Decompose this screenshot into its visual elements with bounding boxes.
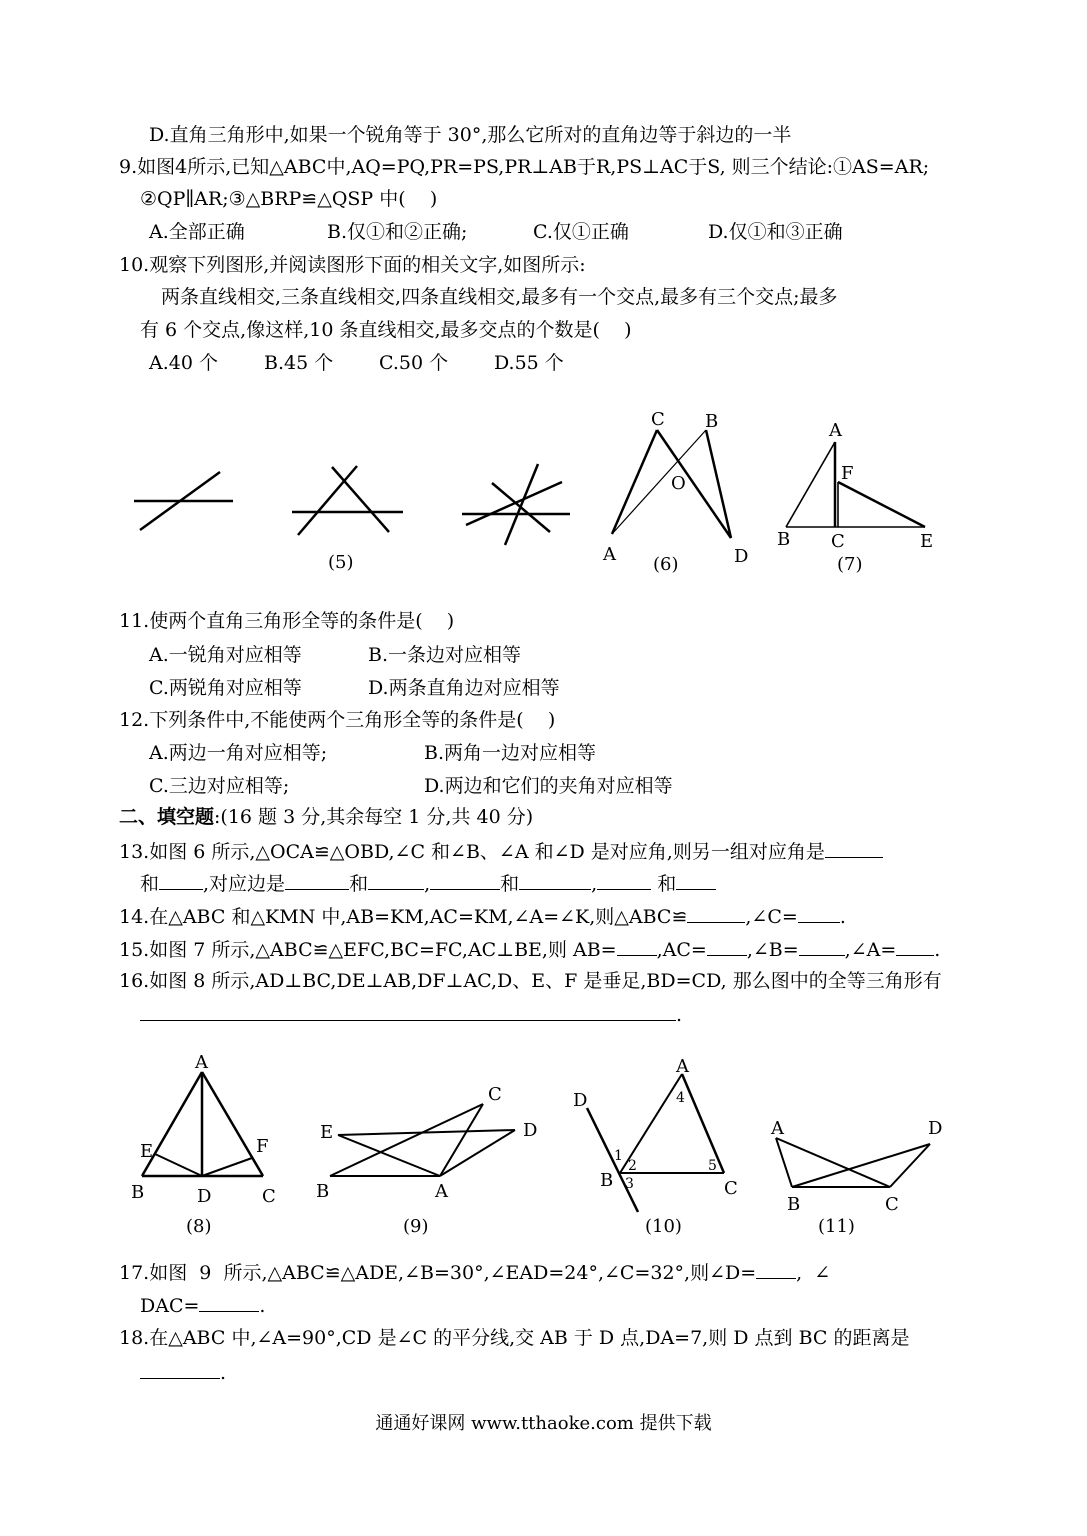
fig8-label-b: B: [131, 1182, 145, 1203]
top-figures: [120, 400, 990, 590]
figure-10: [587, 1074, 724, 1212]
q10-option-d: D.55 个: [494, 352, 564, 374]
figure-9-caption: (9): [403, 1216, 429, 1237]
fig11-label-d: D: [928, 1118, 943, 1139]
q11-option-d: D.两条直角边对应相等: [368, 677, 560, 699]
q15-blank-4[interactable]: [896, 937, 934, 956]
q17-blank-2[interactable]: [199, 1293, 259, 1312]
q10-stem: 10.观察下列图形,并阅读图形下面的相关文字,如图所示:: [119, 254, 586, 276]
fig10-label-b: B: [600, 1170, 614, 1191]
q13-text1: 13.如图 6 所示,△OCA≌△OBD,∠C 和∠B、∠A 和∠D 是对应角,则另一组对应角是: [119, 841, 825, 863]
fig6-label-a: A: [603, 544, 616, 565]
q14-blank-1[interactable]: [687, 904, 745, 923]
q17-line2: [140, 1293, 265, 1319]
fig6-label-o: O: [671, 473, 686, 494]
q13-blank-2[interactable]: [159, 871, 203, 890]
q9-stem-cont: ②QP∥AR;③△BRP≌△QSP 中( ): [140, 188, 438, 210]
q10-option-b: B.45 个: [264, 352, 334, 374]
q14-text1: 14.在△ABC 和△KMN 中,AB=KM,AC=KM,∠A=∠K,则△ABC≌: [119, 906, 688, 928]
fig7-label-a: A: [829, 420, 842, 441]
fig7-label-c: C: [831, 531, 845, 552]
figure-7: [786, 442, 925, 527]
figure-11-caption: (11): [818, 1216, 855, 1237]
fig10-label-d: D: [573, 1090, 588, 1111]
q8-option-d: D.直角三角形中,如果一个锐角等于 30°,那么它所对的直角边等于斜边的一半: [149, 124, 792, 146]
q17-blank-1[interactable]: [756, 1260, 796, 1279]
q17-line1: [119, 1260, 830, 1286]
q12-option-a: A.两边一角对应相等;: [149, 742, 328, 764]
figure-10-caption: (10): [645, 1216, 682, 1237]
q15-blank-3[interactable]: [799, 937, 845, 956]
q13-blank-1[interactable]: [825, 839, 883, 858]
q10-stem-cont: 两条直线相交,三条直线相交,四条直线相交,最多有一个交点,最多有三个交点;最多: [161, 286, 838, 308]
q15-text5: .: [934, 939, 941, 961]
fig10-angle-5: 5: [708, 1158, 717, 1174]
figure-8-caption: (8): [186, 1216, 212, 1237]
q13-blank-8[interactable]: [676, 871, 716, 890]
q13-text2e: 和: [500, 873, 520, 895]
q13-text2d: ,: [424, 873, 431, 895]
q13-line2: [140, 871, 716, 897]
q12-option-c: C.三边对应相等;: [149, 775, 290, 797]
fig10-angle-1: 1: [614, 1148, 623, 1164]
q17-text3: DAC=: [140, 1295, 200, 1317]
q11-stem: 11.使两个直角三角形全等的条件是( ): [119, 610, 455, 632]
q15-text2: ,AC=: [656, 939, 707, 961]
q17-text2: , ∠: [796, 1262, 831, 1284]
q13-text2f: ,: [591, 873, 598, 895]
q13-text2g: 和: [651, 873, 677, 895]
q18-stem: 18.在△ABC 中,∠A=90°,CD 是∠C 的平分线,交 AB 于 D 点,DA=7,则 D 点到 BC 的距离是: [119, 1327, 910, 1349]
q9-option-b: B.仅①和②正确;: [327, 221, 468, 243]
fig9-label-a: A: [435, 1181, 448, 1202]
q9-option-a: A.全部正确: [149, 221, 245, 243]
figure-6-caption: (6): [653, 554, 679, 575]
fig9-label-d: D: [523, 1120, 538, 1141]
fig7-label-b: B: [777, 529, 791, 550]
q16-stem: 16.如图 8 所示,AD⊥BC,DE⊥AB,DF⊥AC,D、E、F 是垂足,BD=CD, 那么图中的全等三角形有: [119, 970, 942, 992]
q13-blank-4[interactable]: [368, 871, 424, 890]
q11-option-a: A.一锐角对应相等: [149, 644, 302, 666]
fig7-label-e: E: [920, 531, 934, 552]
q14-blank-2[interactable]: [798, 904, 840, 923]
q13-blank-5[interactable]: [430, 871, 500, 890]
section-2-heading: [119, 804, 533, 830]
figure-5-caption: (5): [328, 552, 354, 573]
q13-text2c: 和: [349, 873, 369, 895]
q10-option-a: A.40 个: [149, 352, 218, 374]
q11-option-c: C.两锐角对应相等: [149, 677, 302, 699]
fig6-label-b: B: [705, 411, 719, 432]
q13-blank-3[interactable]: [285, 871, 349, 890]
q11-option-b: B.一条边对应相等: [368, 644, 522, 666]
q10-option-c: C.50 个: [379, 352, 449, 374]
figure-8: [142, 1072, 263, 1176]
figure-7-caption: (7): [837, 554, 863, 575]
q13-text2a: 和: [140, 873, 160, 895]
fig11-label-a: A: [771, 1118, 784, 1139]
fig9-label-e: E: [320, 1122, 334, 1143]
q9-option-c: C.仅①正确: [533, 221, 629, 243]
four-lines-figure: [462, 464, 570, 545]
q16-text2: .: [676, 1004, 683, 1026]
section-2-title: 二、填空题: [119, 806, 215, 828]
q17-text4: .: [259, 1295, 266, 1317]
fig8-label-e: E: [140, 1141, 154, 1162]
fig6-label-d: D: [734, 546, 749, 567]
section-2-note: :(16 题 3 分,其余每空 1 分,共 40 分): [214, 806, 534, 828]
fig8-label-f: F: [256, 1136, 269, 1157]
q13-line1: [119, 839, 883, 865]
q14-text3: .: [839, 906, 846, 928]
q18-blank[interactable]: [140, 1360, 220, 1379]
q12-option-b: B.两角一边对应相等: [424, 742, 597, 764]
q12-stem: 12.下列条件中,不能使两个三角形全等的条件是( ): [119, 709, 556, 731]
q10-stem-cont2: 有 6 个交点,像这样,10 条直线相交,最多交点的个数是( ): [140, 319, 632, 341]
q15-line: [119, 937, 940, 963]
q12-option-d: D.两边和它们的夹角对应相等: [424, 775, 673, 797]
fig10-angle-3: 3: [625, 1176, 634, 1192]
q15-blank-1[interactable]: [617, 937, 657, 956]
footer-text: 通通好课网 www.tthaoke.com 提供下载: [375, 1413, 712, 1434]
fig10-angle-2: 2: [628, 1158, 637, 1174]
q9-stem: 9.如图4所示,已知△ABC中,AQ=PQ,PR=PS,PR⊥AB于R,PS⊥AC于S, 则三个结论:①AS=AR;: [119, 156, 930, 178]
fig9-label-c: C: [488, 1084, 502, 1105]
q16-answer-line: [140, 1002, 682, 1028]
fig11-label-b: B: [787, 1194, 801, 1215]
fig8-label-a: A: [195, 1052, 208, 1073]
q13-text2b: ,对应边是: [203, 873, 286, 895]
fig6-label-c: C: [651, 409, 665, 430]
q15-text3: ,∠B=: [746, 939, 799, 961]
q14-text2: ,∠C=: [745, 906, 798, 928]
fig9-label-b: B: [316, 1181, 330, 1202]
q17-text1: 17.如图 9 所示,△ABC≌△ADE,∠B=30°,∠EAD=24°,∠C=32°,则∠D=: [119, 1262, 757, 1284]
fig10-label-c: C: [724, 1178, 738, 1199]
figure-9: [330, 1104, 515, 1176]
q14-line: [119, 904, 846, 930]
figure-11: [776, 1138, 930, 1187]
q15-text4: ,∠A=: [844, 939, 897, 961]
three-lines-figure: [292, 466, 403, 535]
q15-blank-2[interactable]: [707, 937, 747, 956]
q18-answer-line: [140, 1360, 226, 1386]
fig8-label-d: D: [197, 1186, 212, 1207]
fig11-label-c: C: [885, 1194, 899, 1215]
fig10-angle-4: 4: [676, 1090, 685, 1106]
q16-blank[interactable]: [140, 1002, 676, 1021]
q13-blank-7[interactable]: [597, 871, 651, 890]
q18-text2: .: [220, 1362, 227, 1384]
bottom-figures: [120, 1040, 980, 1245]
fig7-label-f: F: [841, 463, 854, 484]
q13-blank-6[interactable]: [519, 871, 591, 890]
fig10-label-a: A: [676, 1056, 689, 1077]
two-lines-figure: [134, 472, 233, 530]
q9-option-d: D.仅①和③正确: [708, 221, 843, 243]
fig8-label-c: C: [262, 1186, 276, 1207]
q15-text1: 15.如图 7 所示,△ABC≌△EFC,BC=FC,AC⊥BE,则 AB=: [119, 939, 617, 961]
